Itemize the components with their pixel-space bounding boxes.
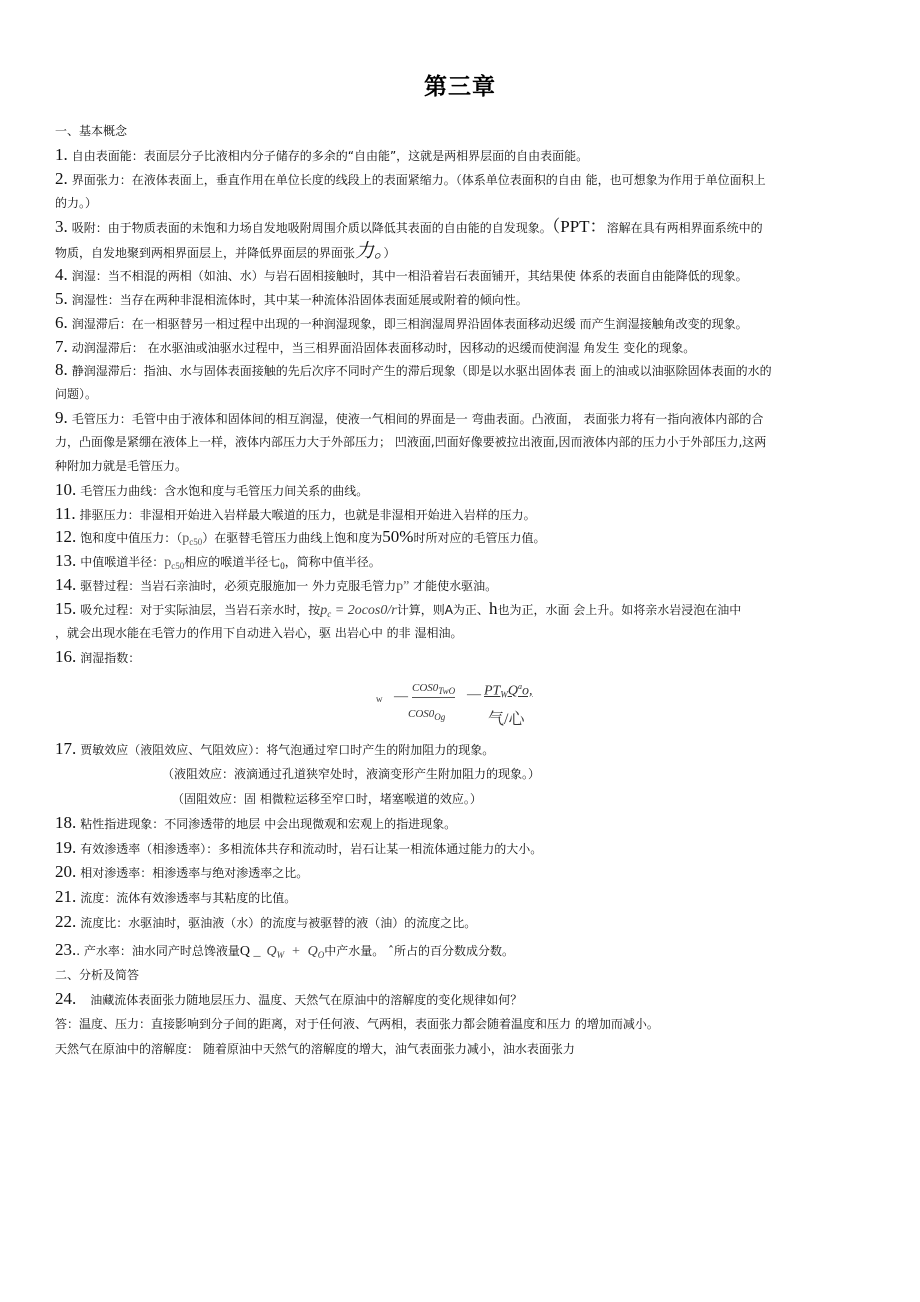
item-number: 11. [55, 504, 76, 523]
item-9 [55, 406, 867, 431]
percentage: 50% [382, 527, 414, 546]
item-14 [55, 573, 867, 599]
item-text: 粘性指进现象：不同渗透带的地层 中会出现微观和宏观上的指进现象。 [80, 817, 457, 831]
item-text: 相应的喉道半径七 [184, 555, 281, 569]
item-number: 12. [55, 527, 77, 546]
item-number: 6. [55, 313, 68, 332]
item-number: 19. [55, 838, 77, 857]
item-number: 20. [55, 862, 77, 881]
section-heading-basic-concepts: 一、基本概念 [55, 124, 128, 138]
item-number: 15. [55, 599, 77, 618]
formula-plus: + [284, 944, 308, 959]
question-text: 油藏流体表面张力随地层压力、温度、天然气在原油中的溶解度的变化规律如何？ [90, 993, 523, 1007]
item-11 [55, 502, 867, 527]
item-text: 时所对应的毛管压力值。 [413, 531, 546, 545]
formula-numerator-2: $PT_WQ^ao$, [484, 682, 533, 700]
item-number: 16. [55, 647, 77, 666]
item-21 [55, 885, 867, 910]
item-number: 9. [55, 408, 68, 427]
item-8 [55, 358, 867, 383]
item-number: 1. [55, 145, 68, 164]
item-text: . 产水率：油水同产时总馋液量 [76, 944, 240, 958]
item-text: 流度比：水驱油时，驱油液（水）的流度与被驱替的液（油）的流度之比。 [80, 916, 477, 930]
item-text: 物质，自发地聚到两相界面层上，并降低界面层的界面张 [55, 246, 356, 260]
symbol-p: p” [396, 579, 410, 594]
item-number: 23. [55, 940, 77, 959]
item-2-continuation: 的力。） [55, 196, 98, 210]
symbol-q: Q [239, 944, 251, 959]
item-text: 也为正，水面 会上升。如将亲水岩浸泡在油中 [497, 603, 742, 617]
formula-subscript: c [327, 609, 332, 619]
formula-w: w [376, 694, 383, 704]
item-20 [55, 860, 867, 885]
item-17-note-liquid-block: （液阻效应：液滴通过孔道狭窄处时，液滴变形产生附加阻力的现象。） [162, 767, 541, 781]
item-number: 24. [55, 989, 77, 1008]
item-3 [55, 215, 867, 240]
item-text: 才能使水驱油。 [409, 579, 498, 593]
item-number: 17. [55, 739, 77, 758]
item-text: 静润湿滞后：指油、水与固体表面接触的先后次序不同时产生的滞后现象（即是以水驱出固体表 面上的油或以油驱除固体表面的水的 [71, 364, 772, 378]
item-text: ，简称中值半径。 [284, 555, 381, 569]
item-number: 22. [55, 912, 77, 931]
item-text: 动润湿滞后： 在水驱油或油驱水过程中，当三相界面沿固体表面移动时，因移动的迟缓而使润湿 角发生 变化的现象。 [71, 341, 696, 355]
item-number: 14. [55, 575, 77, 594]
item-text: 计算，则A为正、 [396, 603, 489, 617]
large-char: 力。 [355, 240, 384, 262]
item-number: 4. [55, 265, 68, 284]
item-text: ）在驱替毛管压力曲线上饱和度为 [202, 531, 383, 545]
item-7 [55, 335, 867, 360]
answer-line-1: 答：温度、压力：直接影响到分子间的距离，对于任何液、气两相，表面张力都会随着温度和压力 的增加而减小。 [55, 1017, 659, 1031]
item-17-note-solid-block: （固阻效应：固 相微粒运移至窄口时，堵塞喉道的效应。） [172, 792, 482, 806]
symbol-p: p [164, 555, 172, 570]
item-text: 润湿指数： [80, 651, 141, 665]
item-text: 润湿：当不相混的两相（如油、水）与岩石固相接触时，其中一相沿着岩石表面铺开，其结果使 体系的表面自由能降低的现象。 [71, 269, 748, 283]
formula-body: = 2ocos0/r [331, 603, 397, 618]
item-number: 7. [55, 337, 68, 356]
item-number: 2. [55, 169, 68, 188]
section-heading-analysis: 二、分析及简答 [55, 968, 140, 982]
item-number: 10. [55, 480, 77, 499]
item-15-continuation: ，就会出现水能在毛管力的作用下自动进入岩心，驱 出岩心中 的非 湿相油。 [55, 626, 463, 640]
symbol-qo: Q [307, 944, 318, 959]
symbol-subscript: W [276, 950, 285, 960]
answer-line-2: 天然气在原油中的溶解度： 随着原油中天然气的溶解度的增大，油气表面张力减小，油水表面张力 [55, 1042, 575, 1056]
item-18 [55, 811, 867, 836]
item-16 [55, 645, 867, 670]
item-text: 相对渗透率：相渗透率与绝对渗透率之比。 [80, 866, 309, 880]
formula-minus: — [394, 689, 408, 704]
symbol-h: h [488, 599, 498, 618]
item-number: 5. [55, 289, 68, 308]
symbol-p: p [182, 531, 190, 546]
item-1 [55, 143, 867, 168]
formula-denominator-1: $COS0_{Og}$ [408, 708, 446, 722]
formula-p: p [320, 603, 328, 618]
item-text: 饱和度中值压力：（ [80, 531, 183, 545]
symbol-qw: Q [266, 944, 277, 959]
item-5 [55, 287, 867, 312]
symbol-subscript: c50 [189, 537, 203, 547]
item-text: 吸附：由于物质表面的未饱和力场自发地吸附周围介质以降低其表面的自由能的自发现象。 [71, 221, 552, 235]
item-number: 18. [55, 813, 77, 832]
item-text: 润湿性：当存在两种非混相流体时，其中某一种流体沿固体表面延展或附着的倾向性。 [71, 293, 528, 307]
item-number: 8. [55, 360, 68, 379]
item-number: 13. [55, 551, 77, 570]
item-4 [55, 263, 867, 288]
item-text: 毛管压力：毛管中由于液体和固体间的相互润湿，使液一气相间的界面是一 弯曲表面。凸液面， 表面张力将有一指向液体内部的合 [71, 412, 764, 426]
wetting-index-formula [372, 678, 552, 733]
item-text: 界面张力：在液体表面上，垂直作用在单位长度的线段上的表面紧缩力。（体系单位表面积的自由 能，也可想象为作用于单位面积上 [71, 173, 766, 187]
item-3-continuation [55, 239, 867, 265]
formula-equals: _ [250, 944, 261, 959]
item-17 [55, 737, 867, 762]
item-10 [55, 478, 867, 503]
chapter-title: 第三章 [424, 74, 496, 100]
item-8-continuation: 问题）。 [55, 387, 98, 401]
item-text: 自由表面能：表面层分子比液相内分子储存的多余的“自由能”，这就是两相界层面的自由表面能。 [71, 149, 589, 163]
item-number: 3. [55, 217, 68, 236]
ppt-note-label: （PPT： [551, 217, 607, 236]
question-24 [55, 987, 867, 1012]
item-text: 中产水量。 ˆ所占的百分数成分数。 [324, 944, 515, 958]
item-22 [55, 910, 867, 935]
item-text: 驱替过程：当岩石亲油时，必须克服施加一 外力克服毛管力 [80, 579, 397, 593]
symbol-subscript: c50 [171, 561, 185, 571]
symbol-subscript: 0 [280, 561, 285, 571]
item-6 [55, 311, 867, 336]
formula-equals: — [467, 687, 481, 702]
symbol-subscript: O [317, 950, 325, 960]
formula-denominator-2: 气/心 [488, 711, 525, 728]
item-text: 流度：流体有效渗透率与其粘度的比值。 [80, 891, 297, 905]
item-number: 21. [55, 887, 77, 906]
item-text: 中值喉道半径： [80, 555, 165, 569]
item-text: 溶解在具有两相界面系统中的 [606, 221, 763, 235]
formula-numerator-1: $COS0_{TwO}$ [412, 682, 456, 696]
item-9-continuation-2: 种附加力就是毛管压力。 [55, 459, 188, 473]
item-9-continuation: 力，凸面像是紧绷在液体上一样，液体内部压力大于外部压力； 凹液面,凹面好像要被拉出液面,因而液体内部的压力小于外部压力,这两 [55, 435, 767, 449]
item-text: 毛管压力曲线：含水饱和度与毛管压力间关系的曲线。 [80, 484, 369, 498]
item-text: 有效渗透率（相渗透率）：多相流体共存和流动时，岩石让某一相流体通过能力的大小。 [80, 842, 543, 856]
item-19 [55, 836, 867, 861]
item-text: 吸允过程：对于实际油层，当岩石亲水时，按 [80, 603, 321, 617]
item-text: 润湿滞后：在一相驱替另一相过程中出现的一种润湿现象，即三相润湿周界沿固体表面移动迟缓 而产生润湿接触角改变的现象。 [71, 317, 748, 331]
item-text: 贾敏效应（液阻效应、气阻效应）：将气泡通过窄口时产生的附加阻力的现象。 [80, 743, 495, 757]
item-text: 排驱压力：非湿相开始进入岩样最大喉道的压力，也就是非湿相开始进入岩样的压力。 [79, 508, 536, 522]
item-text: ） [383, 246, 396, 260]
item-2 [55, 167, 867, 192]
